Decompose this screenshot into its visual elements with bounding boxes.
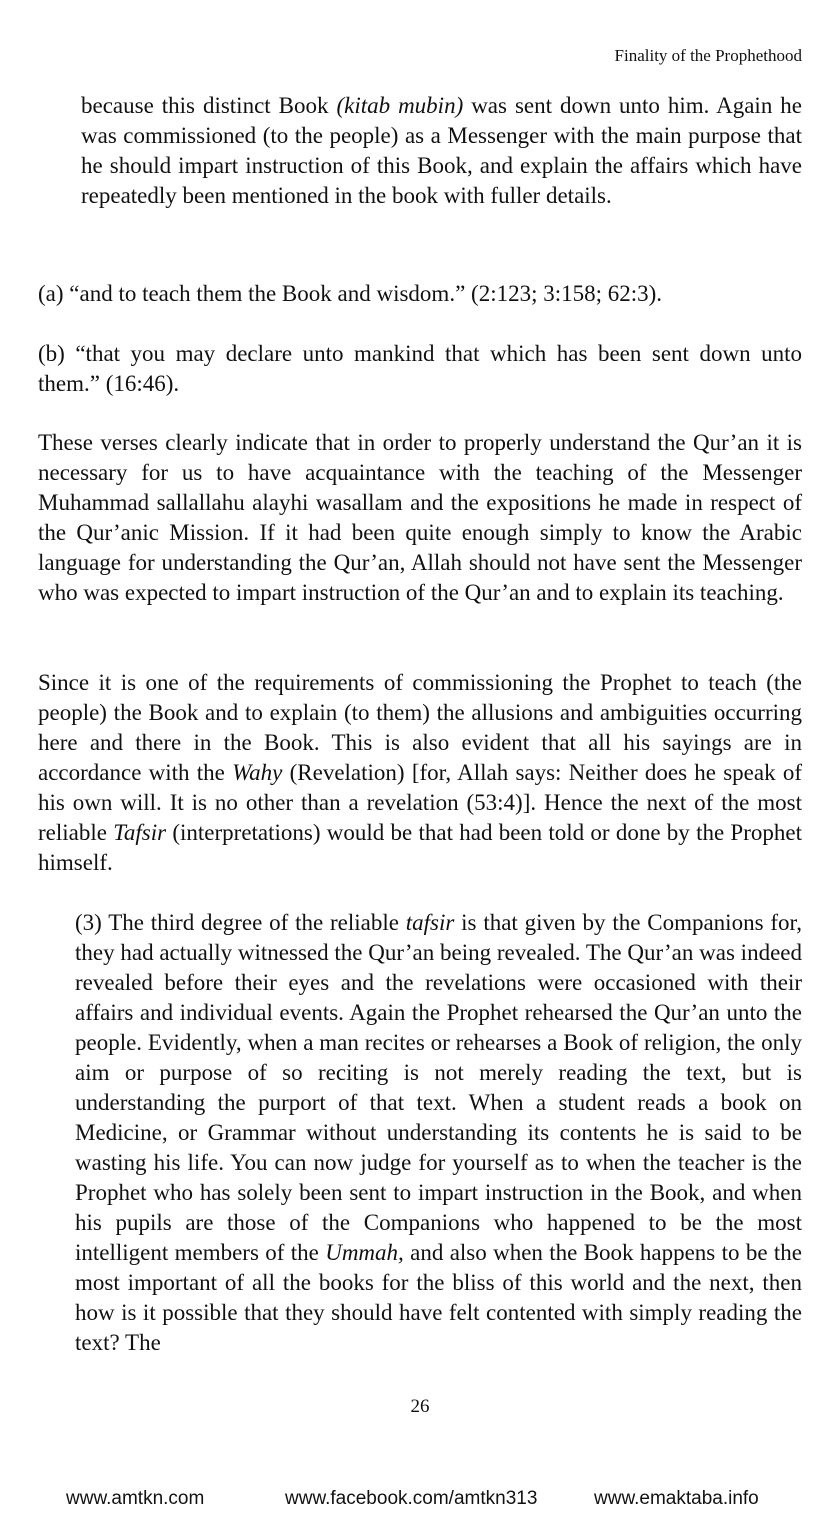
page-number: 26	[410, 1396, 430, 1417]
paragraph-text: and also when the Book happens to be the most important of all the books for the bliss of this world and the next, then how is it possible that they should have felt contented with simply reading the text? The	[75, 1240, 802, 1355]
quote-b: (b) “that you may declare unto mankind that which has been sent down unto them.” (16:46).	[38, 341, 802, 396]
italic-term-ummah: Ummah,	[325, 1240, 404, 1265]
paragraph-text: (interpretations) would be that had been told or done by the Prophet himself.	[38, 820, 802, 875]
paragraph-requirements	[38, 668, 802, 878]
paragraph-text: (3) The third degree of the reliable	[75, 910, 406, 935]
italic-term: (kitab mubin)	[336, 93, 464, 118]
paragraph-text: Since it is one of the requirements of commissioning the Prophet to teach (the people) the Book and to explain (to them) the allusions and ambiguities occurring here and there in the Book. This is also evident that all his sayings are in accordance with the	[38, 670, 802, 785]
italic-term-wahy: Wahy	[232, 760, 283, 785]
paragraph-third-degree	[75, 908, 802, 1358]
running-header: Finality of the Prophethood	[614, 46, 802, 65]
paragraph-text: (Revelation) [for, Allah says: Neither does he speak of his own will. It is no other than a revelation (53:4)]. Hence the next of the most reliable	[38, 760, 802, 845]
paragraph-kitab-mubin	[81, 91, 802, 211]
italic-term-tafsir: tafsir	[405, 910, 455, 935]
footer-link-amtkn[interactable]: www.amtkn.com	[66, 1488, 205, 1509]
footer-link-facebook[interactable]: www.facebook.com/amtkn313	[285, 1488, 538, 1509]
quote-a: (a) “and to teach them the Book and wisdom.” (2:123; 3:158; 62:3).	[38, 281, 663, 306]
paragraph-text: is that given by the Companions for, they had actually witnessed the Qur’an being revealed. The Qur’an was indeed revealed before their eyes and the revelations were occasioned with their affairs and individual events. Again the Prophet rehearsed the Qur’an unto the people. Evidently, when a man recites or rehearses a Book of religion, the only aim or purpose of so reciting is not merely reading the text, but is understanding the purport of that text. When a student reads a book on Medicine, or Grammar without understanding its contents he is said to be wasting his life. You can now judge for yourself as to when the teacher is the Prophet who has solely been sent to impart instruction in the Book, and when his pupils are those of the Companions who happened to be the most intelligent members of the	[75, 910, 802, 1265]
paragraph-text: was sent down unto him. Again he was commissioned (to the people) as a Messenger with the main purpose that he should impart instruction of this Book, and explain the affairs which have repeatedly been mentioned in the book with fuller details.	[81, 93, 803, 208]
italic-term-tafsir: Tafsir	[113, 820, 167, 845]
footer-link-emaktaba[interactable]: www.emaktaba.info	[594, 1488, 759, 1509]
paragraph-verses: These verses clearly indicate that in order to properly understand the Qur’an it is necessary for us to have acquaintance with the teaching of the Messenger Muhammad sallallahu alayhi wasallam and the expositions he made in respect of the Qur’anic Mission. If it had been quite enough simply to know the Arabic language for understanding the Qur’an, Allah should not have sent the Messenger who was expected to impart instruction of the Qur’an and to explain its teaching.	[38, 430, 802, 605]
paragraph-text: because this distinct Book	[81, 93, 337, 118]
